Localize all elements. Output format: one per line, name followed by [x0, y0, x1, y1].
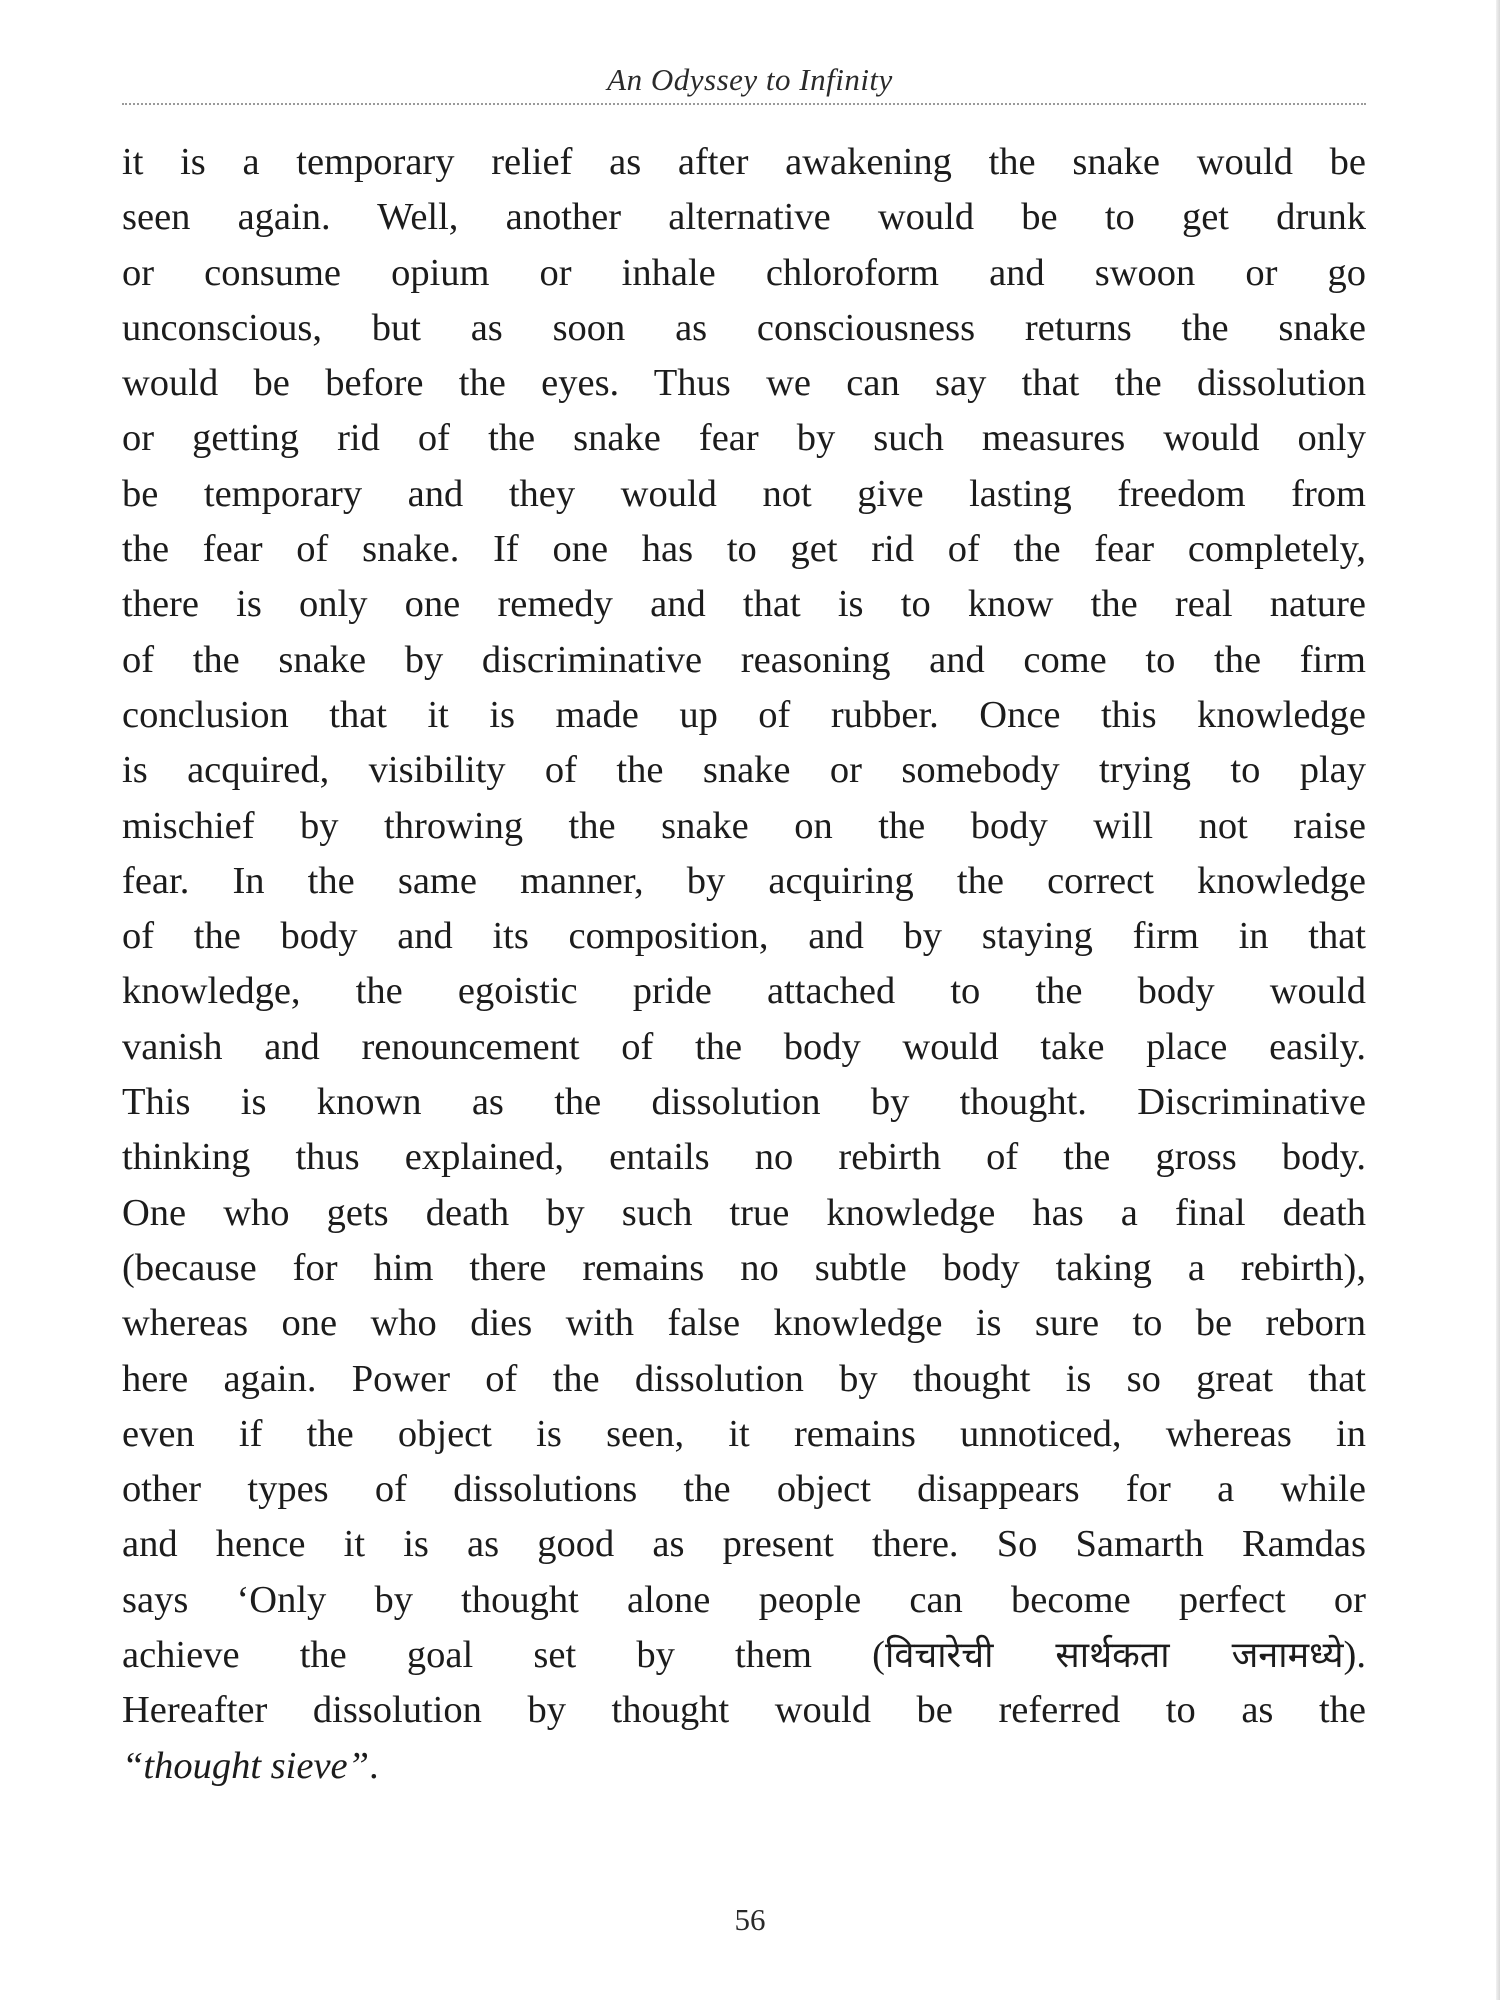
- text-line: Hereafter dissolution by thought would be referred to as the: [122, 1689, 1366, 1732]
- text-line: (because for him there remains no subtle body taking a rebirth),: [122, 1246, 1366, 1289]
- text-segment: ).: [1343, 1634, 1366, 1677]
- text-line: of the snake by discriminative reasoning and come to the firm: [122, 638, 1366, 681]
- text-line: knowledge, the egoistic pride attached to the body would: [122, 970, 1366, 1013]
- header-divider: [122, 103, 1366, 105]
- text-line: says ‘Only by thought alone people can become perfect or: [122, 1578, 1366, 1621]
- text-line-last: [122, 1739, 1366, 1794]
- text-line: of the body and its composition, and by staying firm in that: [122, 915, 1366, 958]
- body-text: [122, 135, 1366, 1794]
- text-line: even if the object is seen, it remains unnoticed, whereas in: [122, 1412, 1366, 1455]
- text-line: whereas one who dies with false knowledge is sure to be reborn: [122, 1302, 1366, 1345]
- text-line: there is only one remedy and that is to know the real nature: [122, 583, 1366, 626]
- text-line: be temporary and they would not give lasting freedom from: [122, 472, 1366, 515]
- text-segment: .: [369, 1744, 379, 1787]
- text-line: vanish and renouncement of the body would take place easily.: [122, 1025, 1366, 1068]
- text-line: here again. Power of the dissolution by thought is so great that: [122, 1357, 1366, 1400]
- running-header: An Odyssey to Infinity: [607, 62, 893, 97]
- italic-term: “thought sieve”: [122, 1744, 370, 1787]
- text-line-marathi-quote: [122, 1628, 1366, 1683]
- text-line: thinking thus explained, entails no rebirth of the gross body.: [122, 1136, 1366, 1179]
- text-line: would be before the eyes. Thus we can say that the dissolution: [122, 362, 1366, 405]
- text-line: other types of dissolutions the object disappears for a while: [122, 1468, 1366, 1511]
- text-line: unconscious, but as soon as consciousness returns the snake: [122, 306, 1366, 349]
- text-line: This is known as the dissolution by thought. Discriminative: [122, 1081, 1366, 1124]
- text-line: it is a temporary relief as after awakening the snake would be: [122, 141, 1366, 183]
- text-line: One who gets death by such true knowledge has a final death: [122, 1191, 1366, 1234]
- text-line: seen again. Well, another alternative would be to get drunk: [122, 196, 1366, 239]
- text-line: conclusion that it is made up of rubber. Once this knowledge: [122, 693, 1366, 736]
- scan-edge: [1496, 0, 1500, 2000]
- text-line: or getting rid of the snake fear by such measures would only: [122, 417, 1366, 460]
- text-line: the fear of snake. If one has to get rid of the fear completely,: [122, 528, 1366, 571]
- text-line: or consume opium or inhale chloroform and swoon or go: [122, 251, 1366, 294]
- marathi-quote: विचारेची सार्थकता जनामध्ये: [885, 1635, 1344, 1677]
- text-line: is acquired, visibility of the snake or somebody trying to play: [122, 749, 1366, 792]
- text-line: fear. In the same manner, by acquiring the correct knowledge: [122, 859, 1366, 902]
- text-line: and hence it is as good as present there. So Samarth Ramdas: [122, 1523, 1366, 1566]
- text-line: mischief by throwing the snake on the body will not raise: [122, 804, 1366, 847]
- text-segment: achieve the goal set by them (: [122, 1634, 885, 1677]
- page-number: 56: [734, 1902, 766, 1937]
